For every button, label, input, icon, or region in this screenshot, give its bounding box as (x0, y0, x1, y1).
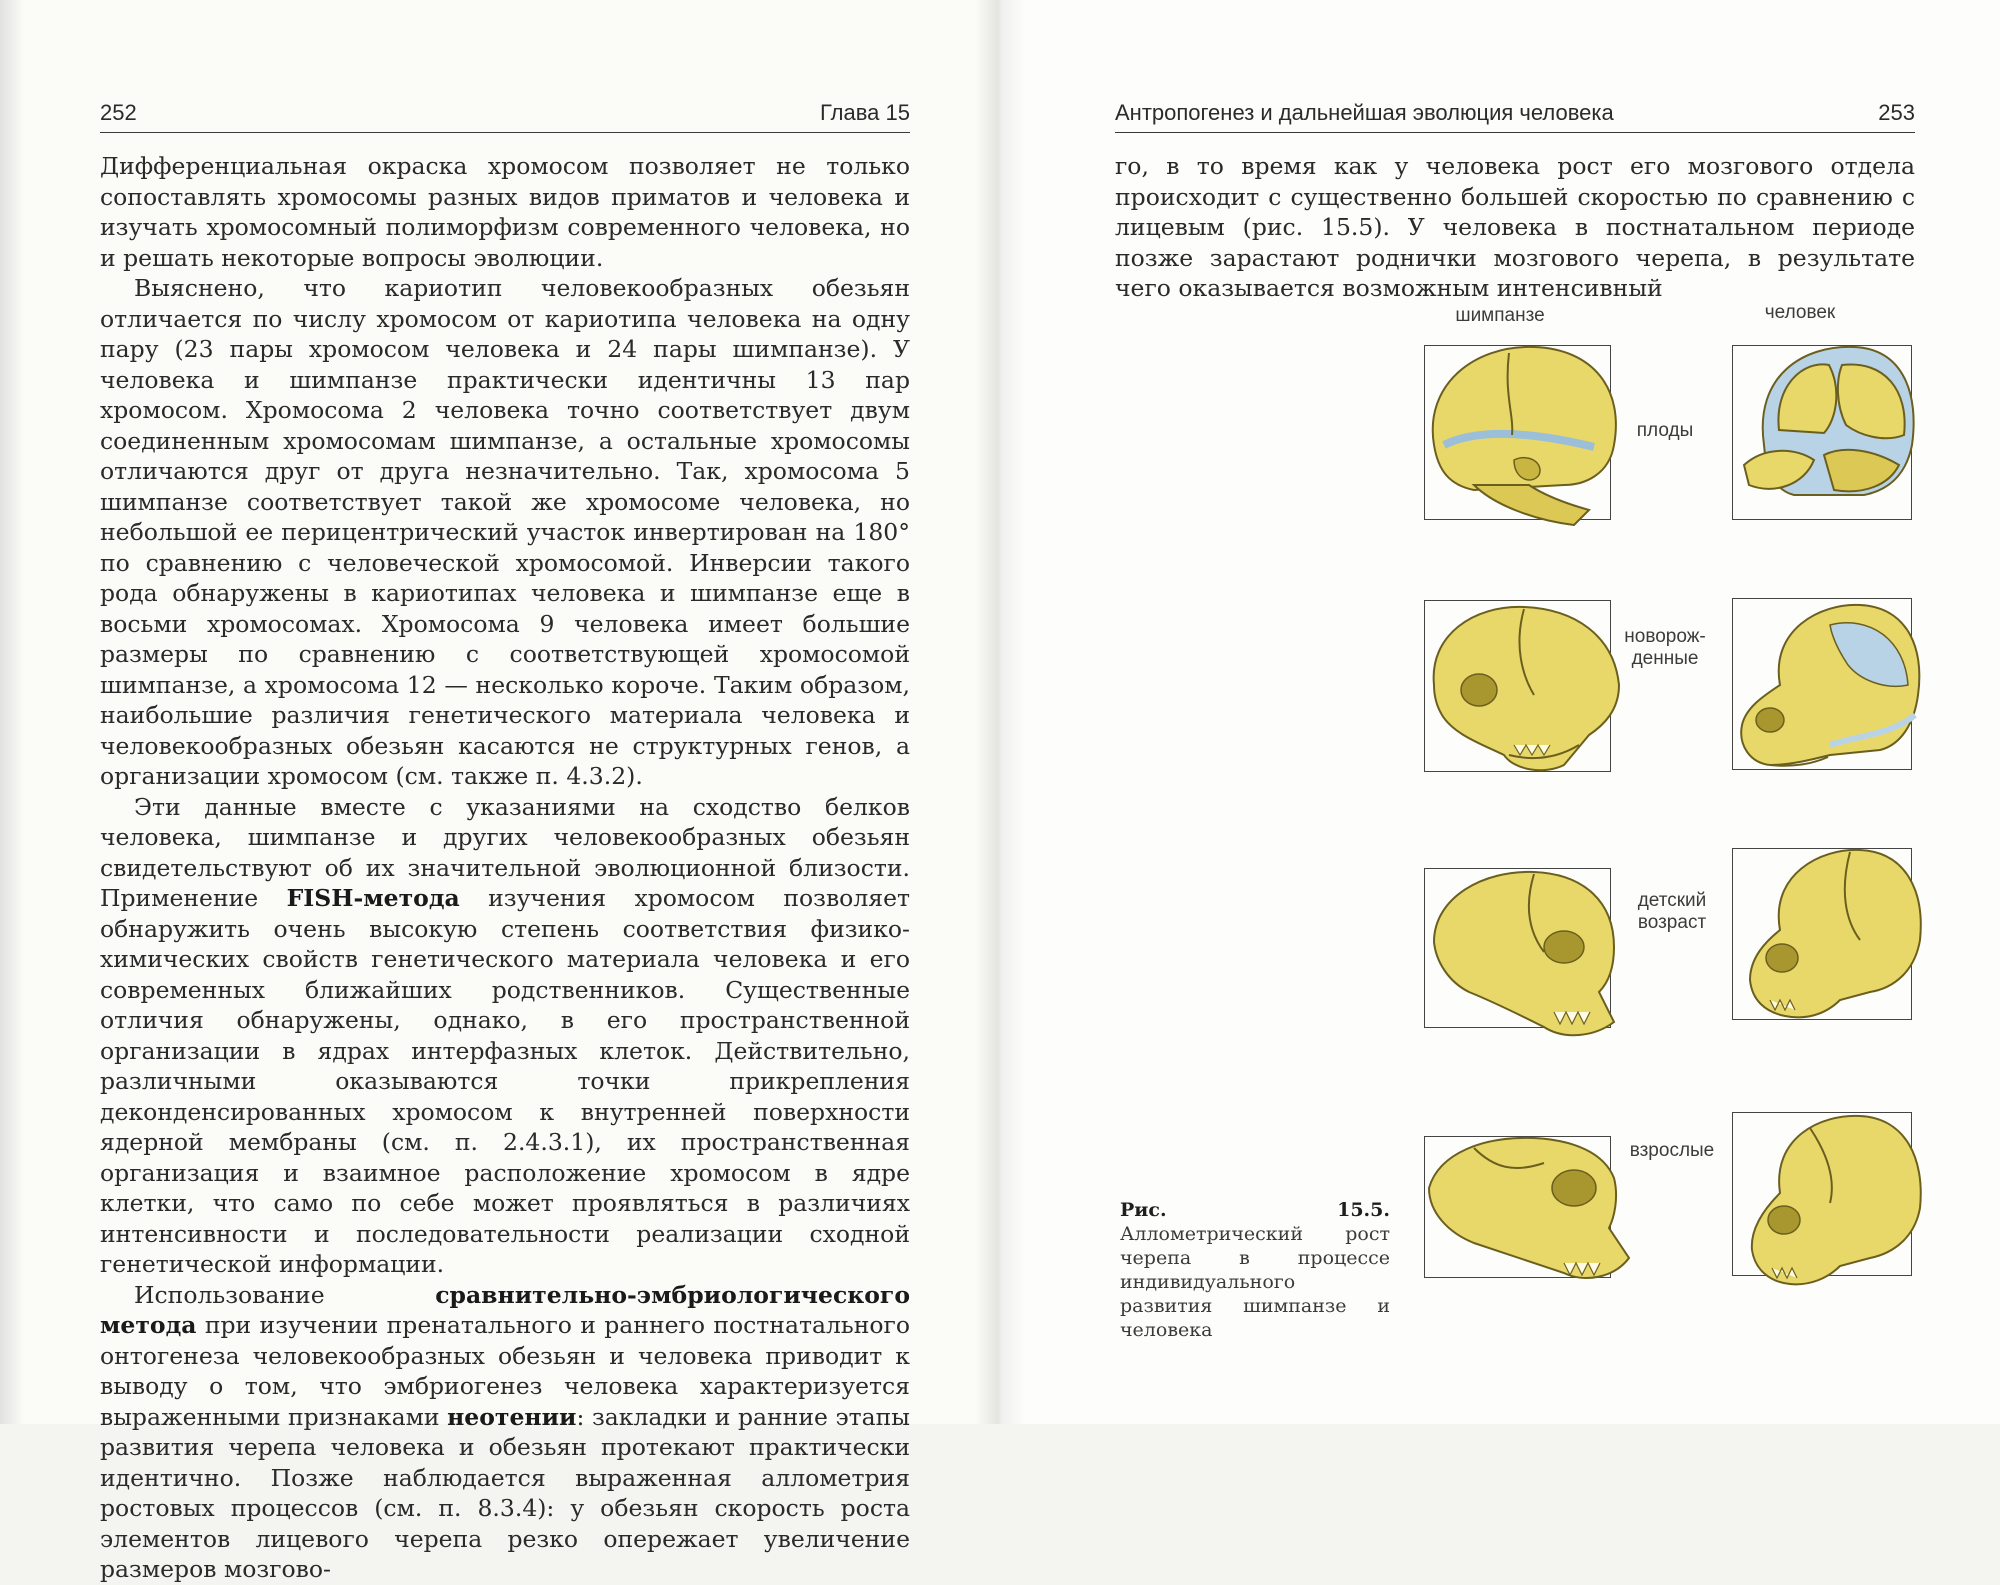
paragraph (100, 792, 910, 1280)
human-child-skull-image (1710, 840, 1930, 1030)
row-label-childhood: детский возраст (1637, 890, 1707, 933)
figure-caption (1120, 1198, 1390, 1342)
page-edge-shadow (0, 0, 24, 1424)
chimp-fetus-skull-image (1414, 335, 1644, 540)
column-label-chimpanzee: шимпанзе (1455, 305, 1545, 326)
paragraph-text: Эти данные вместе с указаниями на сходство белков человека, шимпанзе и других человекообразных обезьян свидетельствуют об их значительной эволюционной близости. Применение (100, 792, 910, 912)
paragraph: го, в то время как у человека рост его мозгового отдела происходит с существенно большей скоростью по сравнению с лицевым (рис. 15.5). У человека в постнатальном периоде позже зарастают роднички мозгового черепа, в результате чего оказывается возможным интенсивный (1115, 152, 1915, 302)
paragraph: Выяснено, что кариотип человекообразных обезьян отличается по числу хромосом от кариотипа человека на одну пару (23 пары хромосом человека и 24 пары шимпанзе). У человека и шимпанзе практически идентичны 13 пар хромосом. Хромосома 2 человека точно соответствует двум соединенным хромосомам шимпанзе, а остальные хромосомы отличаются друг от друга незначительно. Так, хромосома 5 шимпанзе соответствует такой же хромосоме человека, но небольшой ее перицентрический участок инвертирован на 180° по сравнению с человеческой хромосомой. Инверсии такого рода обнаружены в кариотипах человека и шимпанзе еще в восьми хромосомах. Хромосома 9 человека имеет большие размеры по сравнению с соответствующей хромосомой шимпанзе, а хромосома 12 — несколько короче. Таким образом, наибольшие различия генетического материала человека и человекообразных обезьян касаются не структурных генов, а организации хромосом (см. также п. 4.3.2). (100, 274, 910, 790)
left-page-number: 252 (100, 100, 137, 125)
right-running-header (1115, 98, 1915, 133)
left-page-body (100, 151, 910, 1585)
paragraph (100, 1280, 910, 1585)
chimp-child-skull-image (1414, 862, 1644, 1047)
term-neoteny: неотении (447, 1402, 577, 1431)
paragraph-text: при изучении пренатального и раннего постнатального онтогенеза человекообразных обезьян и человека приводит к выводу о том, что эмбриогенез человека характеризуется выраженными признаками (100, 1311, 910, 1431)
row-label-adult: взрослые (1629, 1140, 1715, 1161)
chimp-adult-skull-image (1414, 1128, 1644, 1293)
right-page-body (1115, 151, 1915, 304)
paragraph-text: : закладки и ранние этапы развития черепа человека и обезьян протекают практически идентично. Позже наблюдается выраженная аллометрия ростовых процессов (см. п. 8.3.4): у обезьян скорость роста элементов лицевого черепа резко опережает увеличение размеров мозгово- (100, 1402, 910, 1583)
book-gutter (975, 0, 1025, 1424)
chimp-newborn-skull-image (1414, 595, 1644, 785)
term-embryological-method: сравнительно-эмбриологического метода (100, 1280, 910, 1339)
paragraph-text: Использование (134, 1280, 436, 1309)
term-fish-method: FISH-метода (286, 884, 460, 912)
right-page-number: 253 (1878, 100, 1915, 125)
left-running-title: Глава 15 (819, 100, 910, 125)
figure-caption-text: Аллометрический рост черепа в процессе индивидуального развития шимпанзе и человека (1120, 1223, 1390, 1341)
figure-caption-label: Рис. 15.5. (1120, 1199, 1390, 1221)
human-adult-skull-image (1710, 1108, 1930, 1293)
paragraph-text: изучения хромосом позволяет обнаружить очень высокую степень соответствия физико-химических свойств генетического материала человека и его современных ближайших родственников. Существенные отличия обнаружены, однако, в его пространственной организации в ядрах интерфазных клеток. Действительно, различными оказываются точки прикрепления деконденсированных хромосом к внутренней поверхности ядерной мембраны (см. п. 2.4.3.1), их пространственная организация и взаимное расположение хромосом в ядре клетки, что само по себе может проявляться в различиях интенсивности и последовательности реализации сходной генетической информации. (100, 884, 910, 1278)
human-newborn-skull-image (1710, 595, 1930, 785)
row-label-newborn: новорож- денные (1624, 626, 1706, 669)
paragraph: Дифференциальная окраска хромосом позволяет не только сопоставлять хромосомы разных видов приматов и человека и изучать хромосомный полиморфизм современного человека, но и решать некоторые вопросы эволюции. (100, 152, 910, 272)
row-label-fetus: плоды (1636, 420, 1694, 441)
column-label-human: человек (1764, 302, 1836, 323)
human-fetus-skull-image (1724, 335, 1924, 535)
left-running-header (100, 98, 910, 133)
right-running-title: Антропогенез и дальнейшая эволюция человека (1115, 100, 1614, 125)
